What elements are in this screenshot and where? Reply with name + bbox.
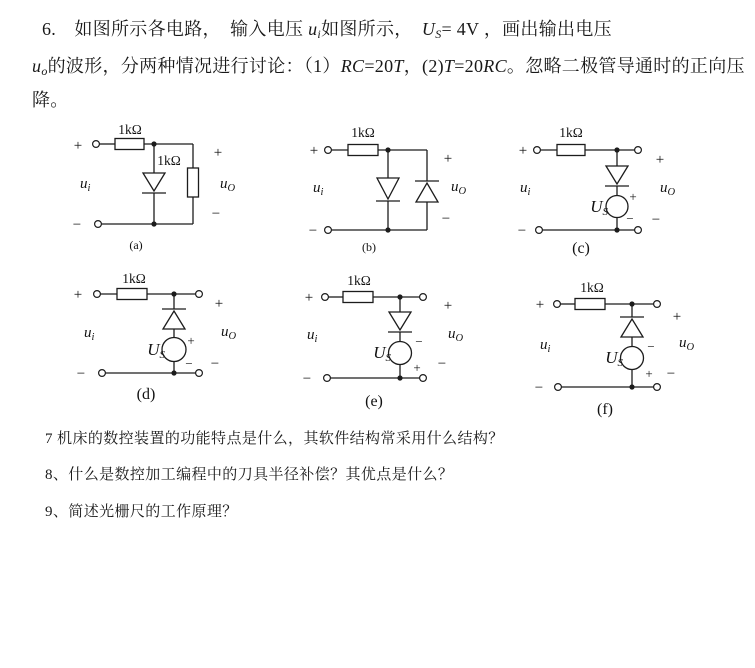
- text-segment: =20: [364, 56, 394, 76]
- input-terminal: [322, 294, 329, 301]
- minus-sign: −: [534, 380, 544, 396]
- input-voltage-label: $u_i$: [307, 327, 318, 345]
- resistor: [575, 299, 605, 310]
- voltage-source: [621, 347, 644, 370]
- circuit-a: [58, 120, 243, 254]
- input-terminal: [93, 141, 100, 148]
- plus-sign: +: [413, 360, 421, 375]
- text-segment: ，(2): [403, 56, 444, 76]
- plus-sign: +: [672, 309, 682, 325]
- text-segment: i: [317, 27, 322, 41]
- output-voltage-label: $u_O$: [451, 179, 467, 197]
- node-dot: [614, 227, 619, 232]
- circuit-e: [298, 268, 473, 410]
- source-voltage-label: US: [590, 197, 608, 218]
- output-terminal: [196, 291, 203, 298]
- resistor: [117, 289, 147, 300]
- text-segment: RC: [340, 56, 365, 76]
- text-segment: RC: [483, 56, 507, 76]
- input-voltage-label: $u_i$: [84, 325, 95, 343]
- plus-sign: +: [309, 143, 319, 159]
- circuit-caption: (e): [365, 393, 383, 410]
- minus-sign: −: [72, 217, 82, 233]
- voltage-source: [606, 196, 628, 218]
- diode-icon: [377, 178, 399, 199]
- output-terminal: [654, 301, 661, 308]
- resistor-label: 1kΩ: [157, 153, 181, 168]
- input-terminal: [325, 147, 332, 154]
- input-voltage-label: $u_i$: [313, 180, 324, 198]
- output-terminal: [196, 370, 203, 377]
- output-voltage-label: $u_O$: [660, 180, 676, 198]
- plus-sign: +: [655, 152, 665, 168]
- plus-sign: +: [535, 297, 545, 313]
- plus-sign: +: [73, 287, 83, 303]
- diode-icon: [163, 311, 185, 329]
- diode-icon: [621, 319, 643, 337]
- minus-sign: −: [211, 206, 221, 222]
- plus-sign: +: [443, 151, 453, 167]
- minus-sign: −: [308, 223, 318, 239]
- resistor-label: 1kΩ: [559, 125, 583, 140]
- minus-sign: −: [666, 366, 676, 382]
- text-segment: =20: [454, 56, 484, 76]
- diode-icon: [416, 183, 438, 202]
- question-9: 9、简述光栅尺的工作原理？: [45, 504, 238, 520]
- input-terminal: [555, 384, 562, 391]
- resistor-label: 1kΩ: [347, 273, 371, 288]
- circuit-b: [298, 122, 473, 254]
- plus-sign: +: [73, 138, 83, 154]
- minus-sign: −: [626, 211, 634, 226]
- text-segment: 如图所示，: [321, 19, 422, 39]
- resistor-label: 1kΩ: [580, 280, 604, 295]
- text-segment: o: [41, 64, 48, 78]
- minus-sign: −: [441, 211, 451, 227]
- minus-sign: −: [517, 223, 527, 239]
- node-dot: [171, 370, 176, 375]
- output-voltage-label: $u_O$: [220, 176, 236, 194]
- node-dot: [151, 221, 156, 226]
- output-terminal: [635, 147, 642, 154]
- input-terminal: [94, 291, 101, 298]
- plus-sign: +: [304, 290, 314, 306]
- output-voltage-label: $u_O$: [679, 335, 695, 353]
- source-voltage-label: US: [147, 340, 165, 361]
- text-segment: T: [393, 56, 404, 76]
- circuit-caption: (b): [362, 240, 376, 254]
- text-segment: U: [421, 19, 436, 39]
- minus-sign: −: [437, 356, 447, 372]
- source-voltage-label: US: [373, 343, 391, 364]
- plus-sign: +: [629, 189, 637, 204]
- circuit-c: [508, 122, 686, 257]
- diode-icon: [143, 173, 165, 191]
- output-terminal: [635, 227, 642, 234]
- resistor-label: 1kΩ: [118, 122, 142, 137]
- node-dot: [397, 375, 402, 380]
- problem6-line3: [32, 87, 69, 113]
- text-segment: u: [32, 56, 42, 76]
- input-terminal: [554, 301, 561, 308]
- resistor-label: 1kΩ: [122, 271, 146, 286]
- source-voltage-label: US: [605, 348, 623, 369]
- question-7: 7 机床的数控装置的功能特点是什么，其软件结构常采用什么结构？: [45, 431, 504, 447]
- input-voltage-label: $u_i$: [540, 337, 551, 355]
- question-8: 8、什么是数控加工编程中的刀具半径补偿？其优点是什么？: [45, 467, 454, 483]
- input-terminal: [99, 370, 106, 377]
- node-dot: [385, 227, 390, 232]
- resistor: [115, 139, 144, 150]
- resistor-vertical: [188, 168, 199, 197]
- text-segment: 6. 如图所示各电路， 输入电压: [42, 19, 309, 39]
- input-terminal: [325, 227, 332, 234]
- node-dot: [629, 384, 634, 389]
- plus-sign: +: [187, 333, 195, 348]
- text-segment: 。忽略二极管导通时的正向压: [506, 56, 745, 76]
- output-voltage-label: $u_O$: [221, 324, 237, 342]
- text-segment: u: [308, 19, 318, 39]
- minus-sign: −: [415, 334, 423, 349]
- plus-sign: +: [645, 366, 653, 381]
- plus-sign: +: [518, 143, 528, 159]
- minus-sign: −: [76, 366, 86, 382]
- circuit-caption: (a): [129, 238, 143, 252]
- plus-sign: +: [214, 296, 224, 312]
- resistor-label: 1kΩ: [351, 125, 375, 140]
- text-segment: S: [435, 27, 442, 41]
- resistor: [348, 145, 378, 156]
- output-terminal: [420, 375, 427, 382]
- input-terminal: [536, 227, 543, 234]
- input-voltage-label: $u_i$: [80, 176, 91, 194]
- output-voltage-label: $u_O$: [448, 326, 464, 344]
- input-voltage-label: $u_i$: [520, 180, 531, 198]
- input-terminal: [534, 147, 541, 154]
- text-segment: 的波形，分两种情况进行讨论：（1）: [47, 56, 341, 76]
- problem6-line2: [32, 53, 745, 84]
- minus-sign: −: [210, 356, 220, 372]
- circuit-caption: (c): [572, 240, 590, 257]
- diode-icon: [389, 312, 411, 330]
- diode-icon: [606, 166, 628, 184]
- minus-sign: −: [651, 212, 661, 228]
- input-terminal: [324, 375, 331, 382]
- circuit-caption: (f): [597, 401, 613, 418]
- minus-sign: −: [647, 339, 655, 354]
- voltage-source: [389, 342, 412, 365]
- minus-sign: −: [185, 356, 193, 371]
- circuit-f: [508, 268, 703, 418]
- text-segment: = 4V ，画出输出电压: [441, 19, 612, 39]
- text-segment: T: [443, 56, 455, 76]
- voltage-source: [162, 338, 186, 362]
- resistor: [343, 292, 373, 303]
- text-segment: 降。: [32, 90, 69, 110]
- plus-sign: +: [213, 145, 223, 161]
- problem6-line1: [42, 16, 612, 47]
- output-terminal: [420, 294, 427, 301]
- circuit-caption: (d): [136, 386, 156, 403]
- output-terminal: [654, 384, 661, 391]
- resistor: [557, 145, 585, 156]
- plus-sign: +: [443, 298, 453, 314]
- minus-sign: −: [302, 371, 312, 387]
- circuit-d: [58, 268, 248, 404]
- input-terminal: [95, 221, 102, 228]
